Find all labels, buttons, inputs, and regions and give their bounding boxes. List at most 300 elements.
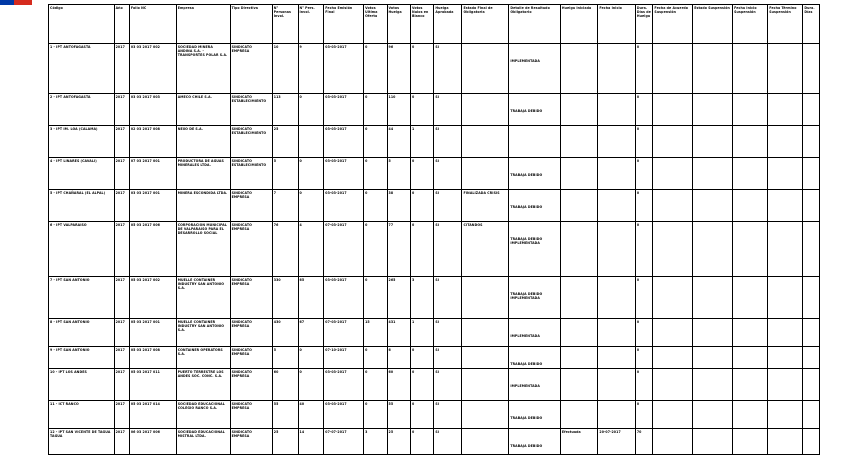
cell-folio: 05 03 2017 008 [130,348,160,352]
table-cell [462,190,509,222]
table-cell [635,190,653,222]
cell-anio: 2017 [115,320,125,324]
table-cell [733,126,768,158]
table-cell [768,158,803,190]
cell-votos_ultima: 0 [365,278,368,282]
cell-folio: 05 03 2017 014 [130,402,160,406]
table-cell [272,222,298,277]
cell-n2: 0 [299,191,302,195]
cell-dias: 0 [636,320,640,324]
table-cell [298,401,324,429]
table-cell [560,94,597,126]
table-cell [434,158,462,190]
cell-n2: 40 [299,402,305,406]
table-cell [693,44,733,94]
table-cell [114,277,129,319]
cell-dias: 0 [636,278,640,282]
table-cell [768,126,803,158]
table-cell [324,369,364,401]
column-header: Folio NC [129,5,176,44]
table-cell [560,319,597,347]
cell-votos_nulos: 1 [411,127,415,131]
cell-estado_final: CITANDOS [463,223,483,227]
cell-codigo: 8 - IPT SAN ANTONIO [50,320,90,324]
cell-tipo: SINDICATO EMPRESA [231,430,252,439]
cell-fecha: 03-03-2017 [325,159,347,163]
cell-dias: 0 [636,348,640,352]
column-header: Empresa [176,5,230,44]
table-cell [230,126,272,158]
table-cell [768,401,803,429]
table-cell [230,401,272,429]
table-cell [324,94,364,126]
table-cell [410,429,433,455]
table-cell [693,158,733,190]
table-cell [298,277,324,319]
column-header: Fecha de Acuerdo Suspensión [653,5,693,44]
cell-iniciada: Efectuada [561,430,581,434]
table-cell [693,369,733,401]
table-cell [129,429,176,455]
table-cell [129,94,176,126]
cell-empresa: MINERA ESCONDIDA LTDA. [177,191,228,195]
table-cell [560,126,597,158]
cell-votos_nulos: 0 [411,45,415,49]
table-cell [364,369,387,401]
cell-empresa: PUERTO TERRESTRE LOS ANDES SOC. CONC. S.A. [177,370,224,379]
table-cell [598,347,635,369]
table-cell [176,158,230,190]
table-cell [324,277,364,319]
cell-votos_ultima: 0 [365,370,368,374]
table-cell [176,429,230,455]
cell-votos_nulos: 0 [411,159,415,163]
table-cell [653,401,693,429]
table-cell [653,158,693,190]
cell-empresa: SOCIEDAD EDUCACIONAL MISTRAL LTDA. [177,430,225,439]
table-cell [509,94,561,126]
table-cell [272,369,298,401]
column-header: Tipo Directiva [230,5,272,44]
cell-n1: 113 [273,95,281,99]
cell-aprobada: SI [435,223,440,227]
column-header: N° Personas Invol. [272,5,298,44]
table-cell [114,44,129,94]
cell-aprobada: SI [435,127,440,131]
table-cell [272,429,298,455]
table-cell [176,319,230,347]
column-header: Año [114,5,129,44]
cell-fecha: 03-03-2017 [325,127,347,131]
table-cell [635,369,653,401]
table-cell [803,429,820,455]
table-cell [733,190,768,222]
negotiation-table [48,4,820,455]
table-cell [364,277,387,319]
table-cell [803,94,820,126]
cell-codigo: 3 - IPT IM. LOA (CALAMA) [50,127,98,131]
table-cell [410,158,433,190]
cell-n2: 14 [299,430,305,434]
column-header: Huelga Iniciada [560,5,597,44]
cell-votos_huelga: 96 [388,45,394,49]
table-cell [272,319,298,347]
cell-votos_huelga: 60 [388,370,394,374]
table-cell [560,44,597,94]
table-cell [434,429,462,455]
cell-n2: 65 [299,278,305,282]
cell-n1: 7 [273,191,277,195]
cell-votos_nulos: 1 [411,320,415,324]
cell-votos_nulos: 3 [411,278,415,282]
cell-codigo: 1 - IPT ANTOFAGASTA [50,45,91,49]
cell-codigo: 9 - IPT SAN ANTONIO [50,348,90,352]
cell-tipo: SINDICATO EMPRESA [231,45,252,54]
table-cell [598,94,635,126]
table-cell [176,44,230,94]
table-cell [560,222,597,277]
cell-votos_nulos: 0 [411,191,415,195]
table-cell [509,190,561,222]
cell-n2: 4 [299,223,302,227]
cell-n1: 55 [273,402,279,406]
table-header-row [49,5,820,44]
cell-folio: 03 03 2017 003 [130,95,160,99]
table-cell [230,319,272,347]
table-cell [560,429,597,455]
cell-n1: 5 [273,348,277,352]
table-cell [298,126,324,158]
table-cell [49,222,115,277]
table-cell [653,429,693,455]
cell-n1: 60 [273,370,279,374]
table-cell [230,429,272,455]
table-cell [49,126,115,158]
table-cell [176,126,230,158]
cell-n2: 67 [299,320,305,324]
cell-tipo: SINDICATO ESTABLECIMIENTO [231,127,267,136]
table-cell [298,369,324,401]
table-cell [272,347,298,369]
cell-votos_huelga: 265 [388,278,396,282]
table-cell [49,401,115,429]
column-header: Dura. Días de Huelga [635,5,653,44]
table-row [49,401,820,429]
cell-dias: 0 [636,159,640,163]
cell-folio: 02 03 2017 008 [130,127,160,131]
table-cell [114,222,129,277]
table-cell [298,94,324,126]
table-cell [768,429,803,455]
table-cell [768,347,803,369]
table-cell [733,94,768,126]
column-header: Detalle de Resultado Obligatorio [509,5,561,44]
cell-dias: 0 [636,95,640,99]
table-cell [653,277,693,319]
cell-fecha: 07-03-2017 [325,223,347,227]
cell-anio: 2017 [115,370,125,374]
table-cell [598,401,635,429]
table-cell [114,319,129,347]
cell-detalle: TRABAJA DEBIDO [510,416,543,420]
table-cell [635,158,653,190]
table-cell [693,347,733,369]
cell-fecha: 03-03-2017 [325,402,347,406]
cell-votos_nulos: 0 [411,430,415,434]
table-cell [733,44,768,94]
table-cell [387,347,410,369]
cell-empresa: NEXO DE S.A. [177,127,204,131]
table-cell [462,158,509,190]
cell-codigo: 4 - IPT LINARES (CAVALI) [50,159,97,163]
cell-n2: 0 [299,348,302,352]
table-cell [387,429,410,455]
cell-fecha: 07-03-2017 [325,320,347,324]
cell-empresa: AMECO CHILE S.A. [177,95,213,99]
cell-folio: 03 03 2017 001 [130,191,160,195]
table-cell [598,190,635,222]
cell-votos_nulos: 0 [411,223,415,227]
cell-votos_huelga: 110 [388,95,396,99]
table-cell [768,319,803,347]
table-cell [129,277,176,319]
table-cell [114,347,129,369]
table-row [49,347,820,369]
table-cell [598,158,635,190]
cell-empresa: CORPORACION MUNICIPAL DE VALPARAISO PARA EL DESARROLLO SOCIAL [177,223,227,236]
table-cell [272,44,298,94]
cell-dias: 0 [636,45,640,49]
cell-detalle: TRABAJA DEBIDO IMPLEMENTADA [510,292,543,301]
table-cell [635,347,653,369]
cell-tipo: SINDICATO EMPRESA [231,348,252,357]
table-cell [803,44,820,94]
cell-n2: 9 [299,45,302,49]
table-cell [176,401,230,429]
cell-votos_nulos: 0 [411,348,415,352]
table-cell [49,347,115,369]
table-cell [560,158,597,190]
cell-inicio: 20-07-2017 [599,430,621,434]
table-cell [114,94,129,126]
cell-n1: 76 [273,223,279,227]
cell-votos_ultima: 0 [365,159,368,163]
table-cell [598,319,635,347]
table-cell [434,126,462,158]
cell-tipo: SINDICATO EMPRESA [231,191,252,200]
table-cell [768,369,803,401]
table-cell [298,158,324,190]
table-cell [129,158,176,190]
table-cell [49,44,115,94]
table-cell [462,126,509,158]
table-cell [693,429,733,455]
table-cell [653,347,693,369]
column-header: Estado Final de Obligatoria [462,5,509,44]
cell-detalle: IMPLEMENTADA [510,59,540,63]
cell-fecha: 03-03-2017 [325,191,347,195]
cell-votos_huelga: 5 [388,159,391,163]
table-cell [410,44,433,94]
table-cell [803,369,820,401]
table-cell [324,429,364,455]
cell-anio: 2017 [115,223,125,227]
table-cell [387,126,410,158]
table-cell [598,369,635,401]
table-cell [803,222,820,277]
cell-estado_final: FINALIZADA CRISIS [463,191,500,195]
table-cell [387,369,410,401]
cell-anio: 2017 [115,127,125,131]
brand-stripe-blue [0,0,14,5]
table-cell [298,190,324,222]
cell-fecha: 03-03-2017 [325,95,347,99]
table-cell [560,190,597,222]
table-cell [693,401,733,429]
column-header: Estado Suspensión [693,5,733,44]
cell-folio: 05 03 2017 006 [130,223,160,227]
table-cell [803,319,820,347]
table-row [49,44,820,94]
cell-votos_ultima: 0 [365,127,368,131]
table-cell [387,190,410,222]
cell-detalle: TRABAJA DEBIDO [510,109,543,113]
table-cell [509,158,561,190]
table-cell [509,401,561,429]
cell-aprobada: SI [435,370,440,374]
cell-votos_huelga: 25 [388,430,394,434]
cell-aprobada: SI [435,402,440,406]
table-cell [324,126,364,158]
table-cell [768,222,803,277]
table-cell [803,347,820,369]
table-row [49,277,820,319]
cell-n1: 25 [273,127,279,131]
cell-n1: 10 [273,45,279,49]
table-cell [49,190,115,222]
table-cell [635,222,653,277]
table-cell [49,319,115,347]
cell-tipo: SINDICATO ESTABLECIMIENTO [231,95,267,104]
table-cell [364,319,387,347]
table-cell [410,190,433,222]
table-cell [635,401,653,429]
table-cell [324,347,364,369]
table-cell [272,94,298,126]
cell-votos_huelga: 6 [388,348,391,352]
column-header: N° Pers. Invol. [298,5,324,44]
cell-aprobada: SI [435,191,440,195]
cell-detalle: TRABAJA DEBIDO [510,205,543,209]
table-cell [509,222,561,277]
table-cell [387,44,410,94]
table-cell [364,347,387,369]
cell-detalle: IMPLEMENTADA [510,334,540,338]
cell-fecha: 07-07-2017 [325,430,347,434]
cell-detalle: TRABAJA DEBIDO [510,444,543,448]
cell-n1: 430 [273,320,281,324]
column-header: Fecha Inicio [598,5,635,44]
cell-votos_nulos: 0 [411,95,415,99]
table-cell [462,429,509,455]
table-cell [462,319,509,347]
cell-folio: 05 03 2017 001 [130,320,160,324]
cell-votos_ultima: 0 [365,45,368,49]
column-header: Votos Nulos en Blanco [410,5,433,44]
cell-votos_ultima: 3 [365,430,368,434]
cell-codigo: 12 - IPT SAN VICENTE DE TAGUA TAGUA [50,430,111,439]
cell-tipo: SINDICATO EMPRESA [231,370,252,379]
table-cell [230,94,272,126]
cell-detalle: TRABAJA DEBIDO IMPLEMENTADA [510,237,543,246]
cell-folio: 03 03 2017 002 [130,45,160,49]
cell-votos_ultima: 0 [365,348,368,352]
table-cell [693,94,733,126]
column-header: Huelga Aprobada [434,5,462,44]
table-cell [324,44,364,94]
table-cell [364,158,387,190]
table-cell [364,126,387,158]
cell-n2: 0 [299,95,302,99]
table-cell [733,401,768,429]
column-header: Votos Ultima Oferta [364,5,387,44]
table-cell [462,277,509,319]
table-cell [410,401,433,429]
table-cell [462,401,509,429]
table-cell [509,369,561,401]
table-cell [298,347,324,369]
table-row [49,190,820,222]
table-cell [272,126,298,158]
table-row [49,429,820,455]
table-cell [598,44,635,94]
table-row [49,319,820,347]
column-header: Dura. Días [803,5,820,44]
table-cell [434,319,462,347]
cell-votos_nulos: 0 [411,402,415,406]
table-cell [324,158,364,190]
cell-anio: 2017 [115,402,125,406]
table-cell [230,44,272,94]
cell-votos_ultima: 15 [365,320,370,324]
table-cell [803,277,820,319]
table-cell [176,347,230,369]
cell-fecha: 03-03-2017 [325,278,347,282]
table-cell [114,190,129,222]
table-cell [230,277,272,319]
table-cell [768,277,803,319]
table-cell [560,369,597,401]
cell-dias: 70 [636,430,642,434]
cell-codigo: 2 - IPT ANTOFAGASTA [50,95,91,99]
cell-anio: 2017 [115,430,125,434]
table-cell [509,277,561,319]
table-cell [598,277,635,319]
cell-aprobada: SI [435,320,440,324]
cell-anio: 2017 [115,348,125,352]
table-cell [387,158,410,190]
cell-fecha: 03-03-2017 [325,45,347,49]
table-cell [434,44,462,94]
table-cell [114,158,129,190]
table-cell [272,158,298,190]
cell-codigo: 10 - IPT LOS ANDES [50,370,87,374]
table-cell [324,319,364,347]
cell-tipo: SINDICATO EMPRESA [231,402,252,411]
cell-detalle: TRABAJA DEBIDO [510,362,543,366]
table-cell [560,347,597,369]
table-cell [635,319,653,347]
